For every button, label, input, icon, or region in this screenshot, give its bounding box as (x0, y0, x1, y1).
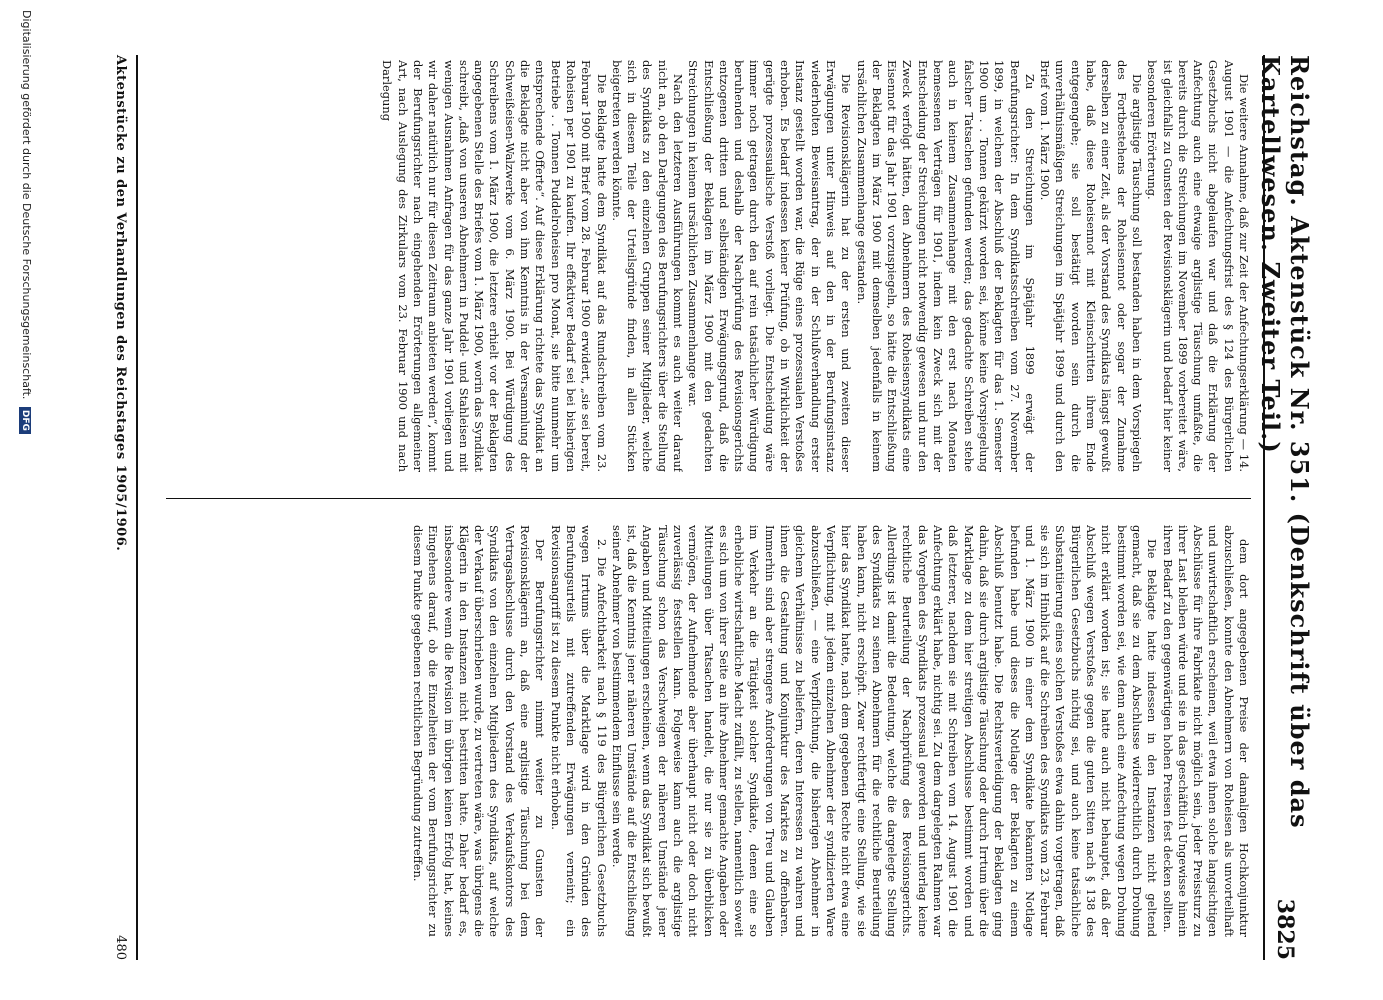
page-footer (106, 55, 138, 960)
text-column-right (166, 525, 1251, 937)
paragraph: Die weitere Annahme, daß zur Zeit der Anfechtungserklärung — 14. August 1901 — die Anfechtungsfrist des § 124 des Bürgerlichen Gesetzbuchs nicht abgelaufen war und daß die Erklärung der Anfechtung auch eine etwaige arglistige Täuschung umfaßte, die bereits durch die Streichungen im November 1899 vorbereitet wäre, ist gleichfalls zu Gunsten der Revisionsklägerin und bedarf hier keiner besonderen Erörterung. (1145, 60, 1251, 472)
header-title: Reichstag. Aktenstück Nr. 351. (Denkschrift über das Kartellwesen. Zweiter Teil.) (1256, 55, 1314, 829)
page-header (1256, 55, 1314, 960)
credit-text: Digitalisierung gefördert durch die Deutsche Forschungsgemeinschaft. (20, 10, 33, 400)
dfg-logo: DFG (19, 407, 31, 434)
paragraph: Nach den letzteren Ausführungen kommt es auch weiter darauf nicht an, ob den Darlegungen des Berufungsrichters über die Stellung des Syndikats zu den einzelnen Gruppen seiner Mitglieder, welche sich in diesem Teile der Urteilsgründe finden, in allen Stücken beigetreten werden könnte. (609, 60, 686, 472)
text-column-left (166, 60, 1251, 472)
header-page-number: 3825 (1272, 898, 1298, 960)
paragraph: Der Berufungsrichter nimmt weiter zu Gunsten der Revisionsklägerin an, daß eine arglistige Täuschung bei dem Vertragsabschlusse durch den Vorstand des Verkaufskontors des Syndikats von den einzelnen Mitgliedern des Syndikats, auf welche der Verkauf überschrieben wurde, zu vertreten wäre, was übrigens die Klägerin in den Instanzen nicht bestritten hatte. Daher bedarf es, insbesondere wenn die Revision im übrigen keinen Erfolg hat, keines Eingehens darauf, ob die Einzelheiten der vom Berufungsrichter zu diesem Punkte gegebenen rechtlichen Begründung zutreffen. (410, 525, 548, 937)
footer-page-number: 480 (113, 935, 129, 960)
paragraph: Die arglistige Täuschung soll bestanden haben in dem Vorspiegeln des Fortbestehens der Roheisennot oder sogar der Zunahme derselben zu einer Zeit, als der Vorstand des Syndikats längst gewußt habe, daß diese Roheisennot mit Kleinschritten ihrem Ende entgegengehe; sie soll bestätigt worden sein durch die unverhältnismäßigen Streichungen im Spätjahr 1899 und durch den Brief vom 1. März 1900. (1038, 60, 1144, 472)
footer-title: Aktenstücke zu den Verhandlungen des Reichstages 1905/1906. (113, 55, 129, 552)
column-divider (166, 498, 1251, 499)
paragraph: Die Beklagte hatte indessen in den Instanzen nicht geltend gemacht, daß sie zu dem Abschlusse widerrechtlich durch Drohung bestimmt worden sei, wie denn auch eine Anfechtung wegen Drohung nicht erklärt worden ist; sie hatte auch nicht behauptet, daß der Abschluß wegen Verstoßes gegen die guten Sitten nach § 138 des Bürgerlichen Gesetzbuchs nichtig sei, und auch keine tatsächliche Substantiierung eines solchen Verstoßes etwa dahin vorgetragen, daß sie sich im Hinblick auf die Schreiben des Syndikats vom 23. Februar und 1. März 1900 in einer dem Syndikate bekannten Notlage befunden habe und dieses die Notlage der Beklagten zu einem Abschluß benutzt habe. Die Rechtsverteidigung der Beklagten ging dahin, daß sie durch arglistige Täuschung oder durch Irrtum über die Marktlage zu dem hier streitigen Abschlusse bestimmt worden und daß letzterer, nachdem sie mit Schreiben vom 14. August 1901 die Anfechtung erklärt habe, nichtig sei. Zu dem dargelegten Rahmen war das Vorgehen des Syndikats prozessual geworden und unterlag keine rechtliche Beurteilung der Nachprüfung des Revisionsgerichts. Allerdings ist damit die Bedeutung, welche die dargelegte Stellung des Syndikats zu seinen Abnehmern für die rechtliche Beurteilung haben kann, nicht erschöpft. Zwar rechtfertigt eine Stellung, wie sie hier das Syndikat hatte, nach dem gegebenen Rechte nicht etwa eine Verpflichtung, mit jedem einzelnen Abnehmer der syndizierten Ware abzuschließen, — eine Verpflichtung, die bisherigen Abnehmer in gleichem Verhältnisse zu beliefern, deren Interessen zu wahren und ihnen die Gestaltung und Konjunktur des Marktes zu offenbaren. Immerhin sind aber strengere Anforderungen von Treu und Glauben im Verkehr an die Tätigkeit solcher Syndikate, denen eine so erhebliche wirtschaftliche Macht zufällt, zu stellen, namentlich soweit es sich um von ihrer Seite an ihre Abnehmer gemachte Angaben oder Mitteilungen über Tatsachen handelt, die nur sie zu überblicken vermögen, der Aufnehmende aber überhaupt nicht oder doch nicht zuverlässig feststellen kann. Folgeweise kann auch die arglistige Täuschung schon das Verschweigen der näheren Umstände jener Angaben und Mitteilungen erscheinen, wenn das Syndikat sich bewußt ist, daß die Kenntnis jener näheren Umstände auf die Entschließung seiner Abnehmer von bestimmendem Einflusse sein werde. (609, 525, 1160, 937)
paragraph: 2. Die Anfechtbarkeit nach § 119 des Bürgerlichen Gesetzbuchs wegen Irrtums über die Marktlage wird in den Gründen des Berufungsurteils mit zutreffenden Erwägungen verneint; ein Revisionsangriff ist zu diesem Punkte nicht erhoben. (548, 525, 609, 937)
paragraph: Die Beklagte hatte dem Syndikat auf das Rundschreiben vom 23. Februar 1900 mit Brief vom 28. Februar 1900 erwidert, „sie sei bereit, Roheisen per 1901 zu kaufen. Ihr effektiver Bedarf sei bei bisherigen Betriebe . . Tonnen Puddelroheisen pro Monat, sie bitte nunmehr um entsprechende Offerte“. Auf diese Erklärung richtete das Syndikat an die Beklagte nicht aber von ihm Kenntnis in der Versammlung der Schweißeisen-Walzwerke vom 6. März 1900. Bei Würdigung des Schreibens vom 1. März 1900, die letztere erhielt vor der Beklagten angegebenen Stelle des Briefes vom 1. März 1900, worin das Syndikat schreibt, „daß von unseren Abnehmern in Puddel- und Stahleisen mit wenigen Ausnahmen Anfragen für das ganze Jahr 1901 vorliegen und wir daher natürlich nur für diesen Zeitraum anbieten werden“, kommt der Berufungsrichter nach eingehenden Erörterungen allgemeiner Art, nach Auslegung des Zirkulars vom 23. Februar 1900 und nach Darlegung (380, 60, 609, 472)
digitization-credit (19, 10, 33, 434)
paragraph: dem dort angegebenen Preise der damaligen Hochkonjunktur abzuschließen, konnte den Abnehmern von Roheisen als unvorteilhaft und unwirtschaftlich erscheinen, weil etwa ihnen solche langsichtigen Abschlüsse für ihre Fabrikate nicht möglich sein, jeder Preissturz zu ihrer Last bleiben würde und sie in das geschäftlich Ungewisse hinein ihren Bedarf zu den gegenwärtigen hohen Preisen fest decken sollten. (1160, 525, 1251, 937)
paragraph: Die Revisionsklägerin hat zu der ersten und zweiten dieser Erwägungen unter Hinweis auf den in der Berufungsinstanz wiederholten Beweisantrag, der in der Schlußverhandlung erster Instanz gestellt worden war, die Rüge eines prozessualen Verstoßes erhoben. Es bedarf indessen keiner Prüfung, ob in Wirklichkeit der gerügte prozessualische Verstoß vorliegt. Die Entscheidung wäre immer noch getragen durch den auf rein tatsächlicher Würdigung beruhenden und deshalb der Nachprüfung des Revisionsgerichts entzogenen dritten und selbständigen Erwägungsgrund, daß die Entschließung der Beklagten im März 1900 mit den gedachten Streichungen in keinem ursächlichen Zusammenhange war. (686, 60, 854, 472)
paragraph: Zu den Streichungen im Spätjahr 1899 erwägt der Berufungsrichter: In dem Syndikatsschreiben vom 27. November 1899, in welchem der Abschluß der Beklagten für das 1. Semester 1900 um . . Tonnen gekürzt worden sei, könne keine Vorspiegelung falscher Tatsachen gefunden werden; das gedachte Schreiben stehe auch in keinem Zusammenhange mit den erst nach Monaten bemessenen Verträgen für 1901, indem kein Zweck sich mit der Entscheidung der Streichungen nicht notwendig gewesen und nur den Zweck verfolgt hätten, den Abnehmern des Roheisensyndikats eine Eisennot für das Jahr 1901 vorzuspiegeln, so hätte die Entschließung der Beklagten im März 1900 mit demselben jedenfalls in keinem ursächlichen Zusammenhange gestanden. (854, 60, 1037, 472)
